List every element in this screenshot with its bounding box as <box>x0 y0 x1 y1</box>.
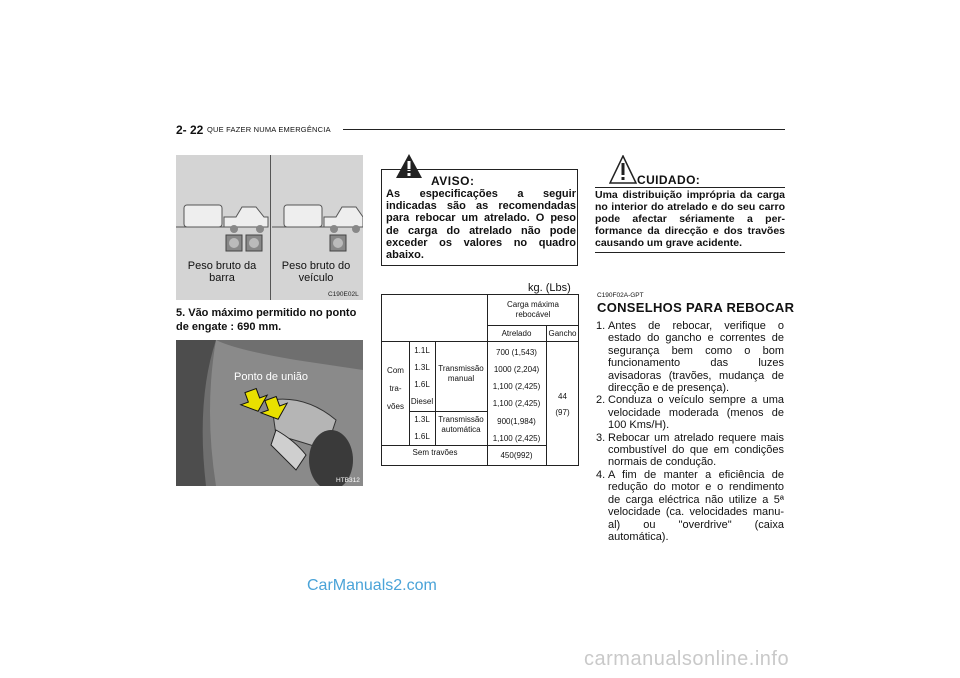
engine-3: 1.6L <box>414 380 430 389</box>
engine-5: 1.3L <box>414 415 430 424</box>
hitch-figure <box>176 340 363 486</box>
warning-title: AVISO: <box>431 174 475 188</box>
trans-manual: Transmissão manual <box>438 364 484 383</box>
watermark-left[interactable]: CarManuals2.com <box>307 577 437 594</box>
weight-figure <box>176 155 363 300</box>
atrelado-4: 1,100 (2,425) <box>492 399 541 408</box>
engine-6: 1.6L <box>414 432 430 441</box>
list-item: 4. A fim de manter a eficiência de redução do motor e o rendimento de carga eléctrica não utilize a 5ª velocidade (ca. velocidades manu-al) ou "overdrive" (caixa automática). <box>596 468 784 543</box>
engine-2: 1.3L <box>414 363 430 372</box>
caution-title: CUIDADO: <box>637 173 701 187</box>
list-item: 1. Antes de rebocar, verifique o estado do gancho e correntes de segurança bem como o bom funcionamento das luzes avisadoras (travões, mudança de direcção e de presença). <box>596 320 784 395</box>
towing-table <box>381 294 579 466</box>
atrelado-2: 1000 (2,204) <box>493 365 540 374</box>
atrelado-6: 1,100 (2,425) <box>492 434 541 443</box>
left-caption: Peso bruto da barra <box>187 260 257 284</box>
gancho-lbs: (97) <box>555 408 570 417</box>
group-label-1: Com <box>387 366 404 375</box>
union-point-label: Ponto de união <box>234 371 309 383</box>
list-item: 2. Conduza o veículo sempre a uma velocidade moderada (menos de 100 Kms/H). <box>596 394 784 432</box>
list-item: 3. Rebocar um atrelado requere mais combustível do que em condições normais de condução. <box>596 431 784 469</box>
header-rule <box>343 129 785 130</box>
watermark-right[interactable]: carmanualsonline.info <box>584 648 790 670</box>
warning-box <box>381 169 578 266</box>
figure-code-2: HTB312 <box>336 477 360 484</box>
section-title: CONSELHOS PARA REBOCAR <box>597 300 795 315</box>
section-header: QUE FAZER NUMA EMERGÊNCIA <box>207 125 331 134</box>
page-number: 2- 22 <box>176 123 204 137</box>
gancho-value: 44 <box>558 392 567 401</box>
warning-text: As especificações a seguir indicadas são as recomendadas para rebocar um atrelado. O peso de carga do atrelado não pode exceder os valores no quadro abaixo. <box>386 188 576 262</box>
hitch-illustration <box>176 340 363 486</box>
unit-label: kg. (Lbs) <box>528 282 571 294</box>
right-caption: Peso bruto do veículo <box>281 260 351 284</box>
group-label-2: tra- <box>389 384 402 393</box>
caution-icon <box>609 155 637 190</box>
section-code: C190F02A-GPT <box>597 292 644 299</box>
trans-auto: Transmissão automática <box>438 415 484 434</box>
col-gancho: Gancho <box>548 329 577 338</box>
caution-bottom-rule <box>595 252 785 253</box>
engine-1: 1.1L <box>414 346 430 355</box>
atrelado-1: 700 (1,543) <box>496 348 537 357</box>
table-header-main: Carga máxima rebocável <box>506 300 559 319</box>
figure-code: C190E02L <box>328 291 359 298</box>
col-atrelado: Atrelado <box>501 329 532 338</box>
atrelado-5: 900(1,984) <box>497 417 536 426</box>
group-label-3: vões <box>387 402 404 411</box>
engine-4: Diesel <box>410 397 434 406</box>
no-brakes-value: 450(992) <box>500 451 533 460</box>
caution-rule <box>595 187 785 188</box>
step-5: 5. Vão máximo permitido no ponto de engate : 690 mm. <box>176 307 357 333</box>
caution-text: Uma distribuição imprópria da carga no interior do atrelado e do seu carro pode afectar sériamente a per-formance da direcção e dos travões causando um grave acidente. <box>595 189 785 249</box>
atrelado-3: 1,100 (2,425) <box>492 382 541 391</box>
no-brakes-label: Sem travões <box>412 448 458 457</box>
advice-list <box>596 320 784 543</box>
